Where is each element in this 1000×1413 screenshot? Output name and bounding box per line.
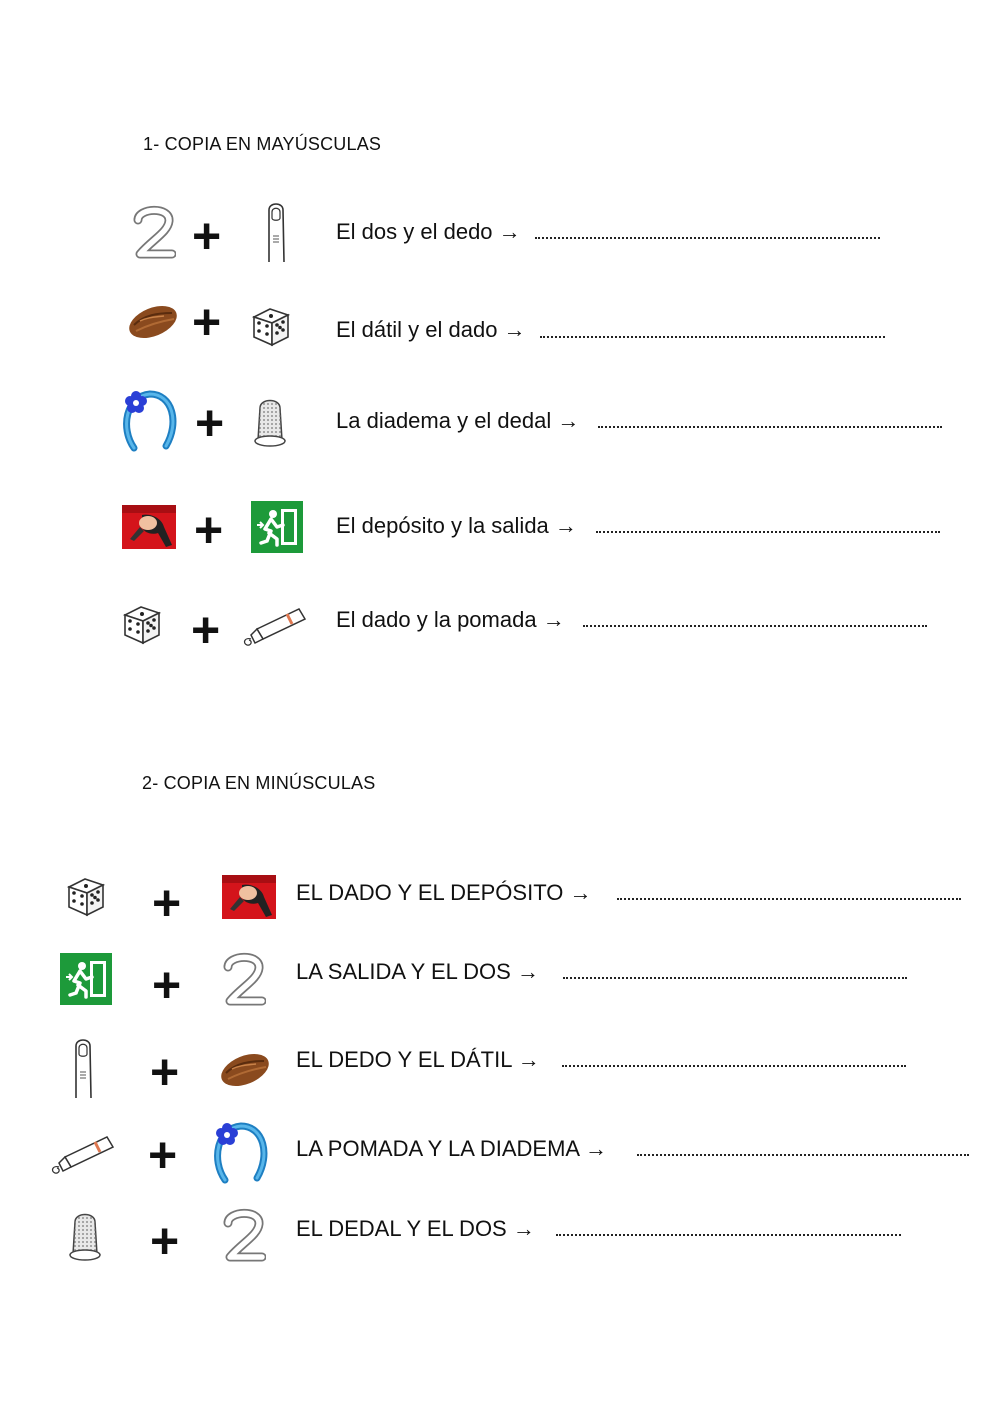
exercise-row	[0, 862, 1000, 932]
answer-blank[interactable]	[535, 237, 880, 239]
sentence-text: El dos y el dedo →	[336, 219, 521, 244]
exercise-row	[0, 1031, 1000, 1101]
date-fruit-icon	[126, 301, 180, 343]
number-two-icon	[222, 1207, 266, 1263]
plus-sign: +	[194, 502, 224, 558]
exit-sign-icon	[251, 501, 303, 553]
left-picture	[128, 197, 180, 267]
number-two-icon	[222, 951, 266, 1007]
section-1-title: 1- COPIA EN MAYÚSCULAS	[143, 134, 382, 154]
dice-icon	[65, 875, 107, 919]
sentence-text: La diadema y el dedal →	[336, 408, 580, 433]
sentence-text: EL DEDO Y EL DÁTIL →	[296, 1047, 540, 1072]
exercise-row	[0, 287, 1000, 357]
right-picture	[210, 1118, 272, 1188]
dice-icon	[250, 305, 292, 349]
headband-icon	[211, 1120, 271, 1186]
answer-blank[interactable]	[583, 625, 927, 627]
date-fruit-icon	[218, 1049, 272, 1091]
answer-blank[interactable]	[598, 426, 942, 428]
thimble-icon	[65, 1208, 105, 1262]
right-picture	[222, 1200, 266, 1270]
exit-sign-icon	[60, 953, 112, 1005]
fuel-nozzle-icon	[122, 505, 176, 549]
left-picture	[46, 1118, 120, 1188]
exercise-row	[0, 492, 1000, 562]
answer-blank[interactable]	[556, 1234, 901, 1236]
sentence-text: LA POMADA Y LA DIADEMA →	[296, 1136, 607, 1161]
sentence-text: LA SALIDA Y EL DOS →	[296, 959, 539, 984]
right-picture	[216, 1035, 274, 1105]
exercise-row	[0, 1200, 1000, 1270]
section-2-title: 2- COPIA EN MINÚSCULAS	[142, 773, 376, 793]
finger-icon	[70, 1036, 96, 1100]
plus-sign: +	[150, 1213, 180, 1269]
exercise-row	[0, 1118, 1000, 1188]
plus-sign: +	[195, 395, 225, 451]
plus-sign: +	[150, 1044, 180, 1100]
exercise-row	[0, 944, 1000, 1014]
plus-sign: +	[148, 1127, 178, 1183]
exercise-row	[0, 197, 1000, 267]
sentence-text: El dátil y el dado →	[336, 317, 526, 342]
left-picture	[122, 492, 176, 562]
right-picture	[251, 492, 303, 562]
right-picture	[250, 197, 302, 267]
right-picture	[248, 292, 294, 362]
exercise-row	[0, 590, 1000, 660]
answer-blank[interactable]	[563, 977, 907, 979]
plus-sign: +	[152, 875, 182, 931]
ointment-tube-icon	[239, 603, 311, 647]
headband-icon	[120, 388, 180, 454]
answer-blank[interactable]	[617, 898, 961, 900]
answer-blank[interactable]	[596, 531, 940, 533]
answer-blank[interactable]	[562, 1065, 906, 1067]
sentence-text: El dado y la pomada →	[336, 607, 565, 632]
right-picture	[238, 590, 312, 660]
answer-blank[interactable]	[637, 1154, 969, 1156]
plus-sign: +	[152, 957, 182, 1013]
left-picture	[64, 862, 108, 932]
left-picture	[120, 590, 164, 660]
left-picture	[124, 287, 182, 357]
thimble-icon	[250, 394, 290, 448]
right-picture	[222, 862, 276, 932]
left-picture	[118, 386, 182, 456]
left-picture	[70, 1033, 96, 1103]
sentence-text: EL DADO Y EL DEPÓSITO →	[296, 880, 592, 905]
finger-icon	[263, 200, 289, 264]
right-picture	[222, 944, 266, 1014]
dice-icon	[121, 603, 163, 647]
sentence-text: El depósito y la salida →	[336, 513, 577, 538]
number-two-icon	[132, 204, 176, 260]
right-picture	[248, 386, 292, 456]
plus-sign: +	[192, 208, 222, 264]
left-picture	[64, 1200, 106, 1270]
plus-sign: +	[192, 294, 222, 350]
ointment-tube-icon	[47, 1131, 119, 1175]
exercise-row	[0, 386, 1000, 456]
answer-blank[interactable]	[540, 336, 885, 338]
fuel-nozzle-icon	[222, 875, 276, 919]
sentence-text: EL DEDAL Y EL DOS →	[296, 1216, 535, 1241]
left-picture	[60, 944, 112, 1014]
plus-sign: +	[191, 602, 221, 658]
